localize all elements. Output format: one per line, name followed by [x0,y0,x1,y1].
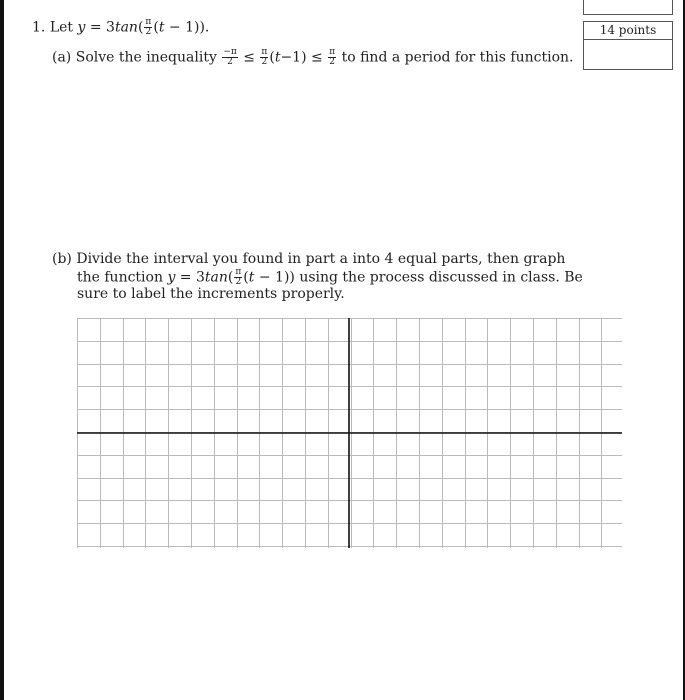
leq-2: ≤ [311,49,323,66]
frac-num: −π [223,47,237,57]
pi-over-2 [144,18,152,37]
part-b-text-1: Divide the interval you found in part a into 4 equal parts, then graph [76,251,566,267]
frac-num: π [145,17,152,27]
part-a-label: (a) [52,49,72,66]
paren-open-t: ( [153,19,159,36]
equals-3: = 3 [175,269,205,286]
neg-pi-over-2 [222,48,237,67]
var-y: y [77,19,86,36]
var-t: t [158,19,165,36]
var-y: y [167,269,176,286]
frac-den: 2 [235,277,242,287]
part-b-label: (b) [52,251,72,267]
part-b-line-1 [52,251,565,268]
paren-open: ( [227,269,234,286]
frac-den: 2 [227,57,233,67]
part-a-text-before: Solve the inequality [75,49,217,66]
equals-3: = 3 [85,19,115,36]
paren-open: ( [137,19,144,36]
frac-num: π [235,267,242,277]
pi-over-2-c [234,268,242,287]
part-b-text-2b: − 1)) using the process discussed in class. Be [254,269,583,286]
pi-over-2-b [328,48,336,67]
graph-grid[interactable] [77,318,622,548]
frac-den: 2 [261,57,268,67]
problem-statement [32,18,209,37]
frac-den: 2 [329,57,336,67]
frac-num: π [329,47,336,57]
part-b-text-3: sure to label the increments properly. [77,286,345,302]
leq-1: ≤ [243,49,255,66]
pi-over-2-a [260,48,268,67]
problem-number: 1. [32,19,46,36]
points-label: 14 points [584,22,672,40]
part-b-text-2a: the function [77,269,163,286]
previous-score-box [583,0,673,15]
score-box [583,21,673,70]
frac-num: π [261,47,268,57]
let-word: Let [49,19,74,36]
var-t: t [248,269,255,286]
t-rest: −1) [280,49,307,66]
tan-fn: tan [204,269,228,286]
part-b-line-3 [77,286,345,303]
paren-open: ( [269,49,275,66]
var-t: t [274,49,281,66]
tan-fn: tan [114,19,138,36]
part-a [52,48,573,67]
part-a-text-after: to find a period for this function. [341,49,574,66]
paren-open-t: ( [243,269,249,286]
frac-den: 2 [145,27,152,37]
left-border [0,0,4,700]
expr-rest: − 1)). [164,19,210,36]
part-b-line-2 [77,268,583,287]
